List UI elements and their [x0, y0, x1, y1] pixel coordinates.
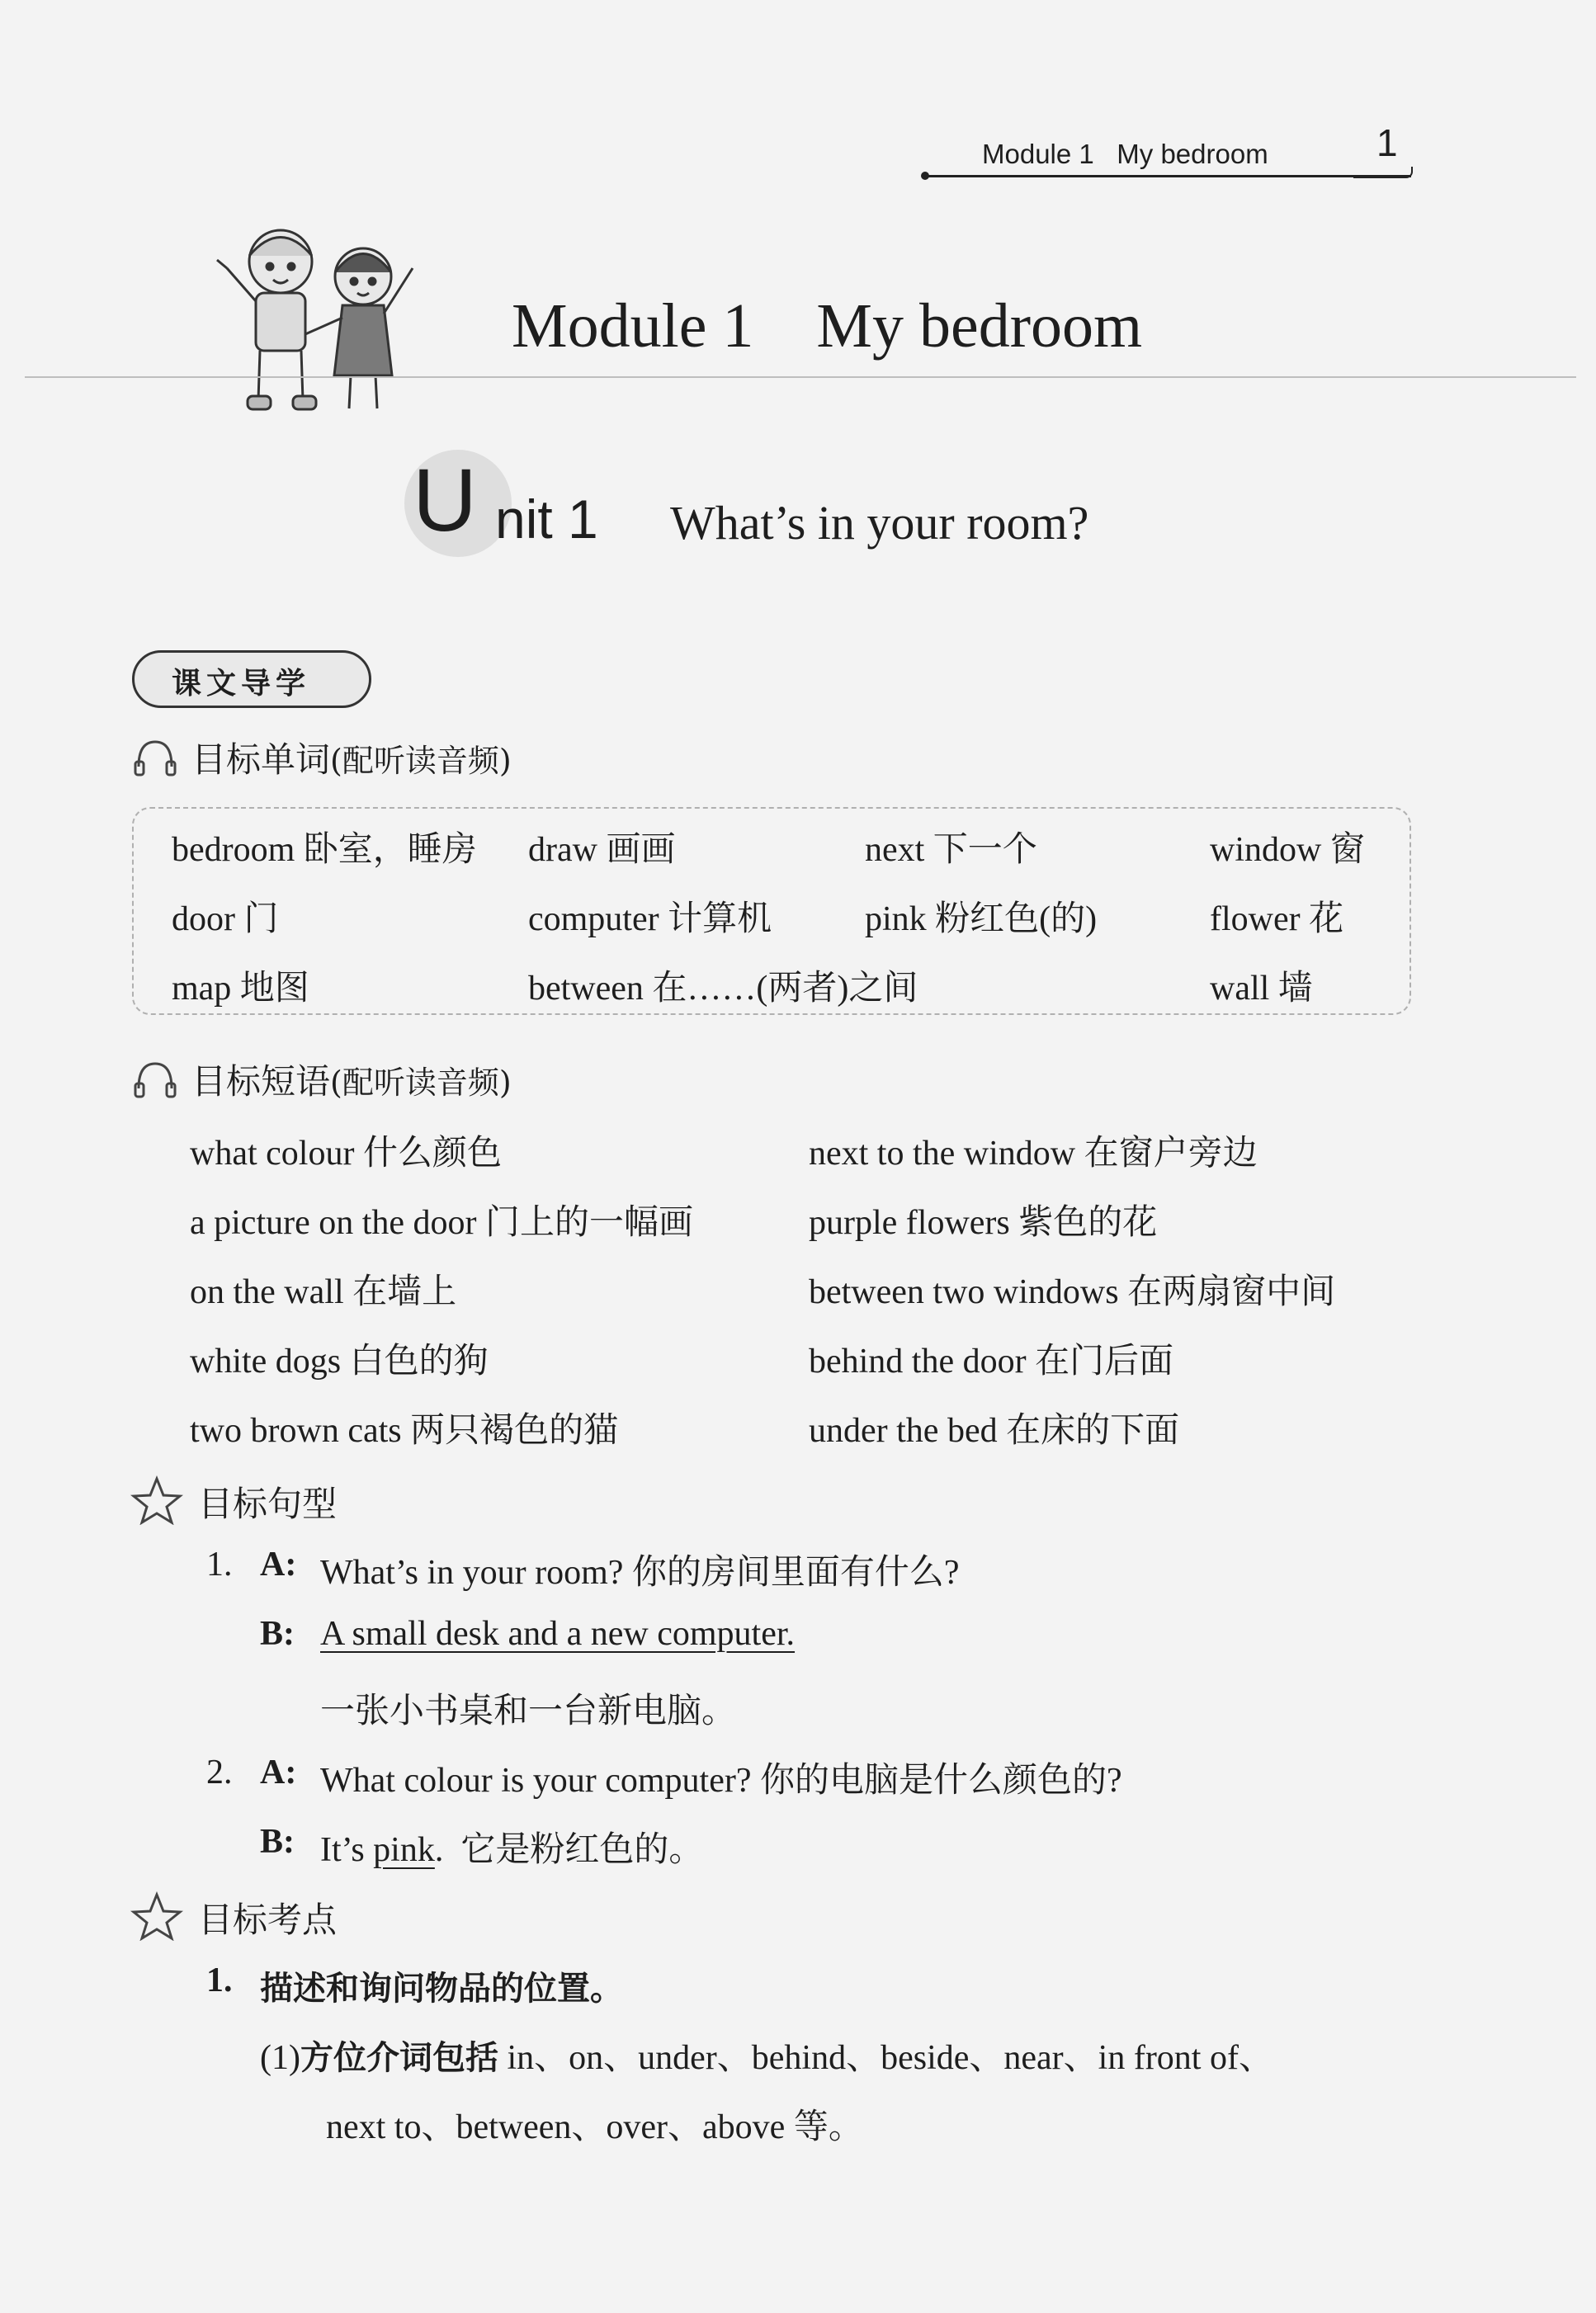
vocab-item: draw 画画 [528, 831, 676, 869]
phrase-item: behind the door 在门后面 [809, 1343, 1174, 1381]
vocab-item: door 门 [172, 900, 279, 938]
points-heading: 目标考点 [198, 1900, 338, 1940]
vocab-item: wall 墙 [1210, 970, 1313, 1008]
speaker-b-label: B: [260, 1823, 295, 1861]
vocab-item: between 在……(两者)之间 [528, 970, 918, 1008]
phrase-item: between two windows 在两扇窗中间 [809, 1273, 1336, 1311]
module-title: Module 1 My bedroom [512, 291, 1143, 361]
kids-illustration [210, 210, 425, 425]
badge-label: 课文导学 [172, 667, 311, 701]
unit-heading [413, 446, 1238, 561]
star-icon [130, 1475, 183, 1525]
phrase-item: on the wall 在墙上 [190, 1273, 457, 1311]
subpoint-line: (1)方位介词包括 in、on、under、behind、beside、near、in front of、 [260, 2039, 1273, 2077]
vocab-item: next 下一个 [865, 831, 1037, 869]
words-heading: 目标单词(配听读音频) [191, 739, 512, 780]
speaker-b-label: B: [260, 1615, 295, 1653]
running-header [924, 121, 1419, 180]
vocab-item: computer 计算机 [528, 900, 772, 938]
header-rule-hook [1353, 167, 1413, 178]
sentence-question: What colour is your computer? 你的电脑是什么颜色的? [320, 1762, 1122, 1800]
point-text: 描述和询问物品的位置。 [260, 1970, 623, 2008]
sentence-number: 1. [206, 1546, 233, 1584]
phrase-item: under the bed 在床的下面 [809, 1412, 1180, 1450]
phrase-item: two brown cats 两只褐色的猫 [190, 1412, 619, 1450]
page-number: 1 [1376, 121, 1398, 164]
running-header-text: Module 1 My bedroom [982, 139, 1268, 169]
vocab-item: bedroom 卧室，睡房 [172, 831, 477, 869]
star-icon [130, 1891, 183, 1941]
point-number: 1. [206, 1961, 233, 1999]
unit-initial: U [413, 450, 477, 550]
section-badge [132, 642, 371, 708]
speaker-a-label: A: [260, 1546, 297, 1584]
headphones-icon [132, 737, 178, 778]
phrases-heading: 目标短语(配听读音频) [191, 1061, 512, 1102]
unit-number: nit 1 [495, 489, 598, 550]
phrase-item: white dogs 白色的狗 [190, 1343, 489, 1381]
vocab-item: pink 粉红色(的) [865, 900, 1098, 938]
sentence-answer-translation: 一张小书桌和一台新电脑。 [320, 1692, 737, 1730]
sentence-answer: It’s pink. 它是粉红色的。 [320, 1831, 704, 1869]
phrase-item: next to the window 在窗户旁边 [809, 1135, 1258, 1173]
speaker-a-label: A: [260, 1754, 297, 1791]
header-rule [924, 175, 1411, 177]
sentences-heading: 目标句型 [198, 1484, 338, 1524]
phrase-item: what colour 什么颜色 [190, 1135, 502, 1173]
phrase-item: purple flowers 紫色的花 [809, 1204, 1158, 1242]
sentence-answer: A small desk and a new computer. [320, 1615, 796, 1653]
vocab-item: window 窗 [1210, 831, 1365, 869]
vocab-item: flower 花 [1210, 900, 1344, 938]
sentence-number: 2. [206, 1754, 233, 1791]
headphones-icon [132, 1059, 178, 1100]
vocab-item: map 地图 [172, 970, 309, 1008]
unit-title: What’s in your room? [670, 496, 1089, 550]
subpoint-line-continued: next to、between、over、above 等。 [326, 2108, 863, 2146]
sentence-question: What’s in your room? 你的房间里面有什么? [320, 1554, 960, 1592]
phrase-item: a picture on the door 门上的一幅画 [190, 1204, 694, 1242]
module-divider [25, 376, 1576, 378]
